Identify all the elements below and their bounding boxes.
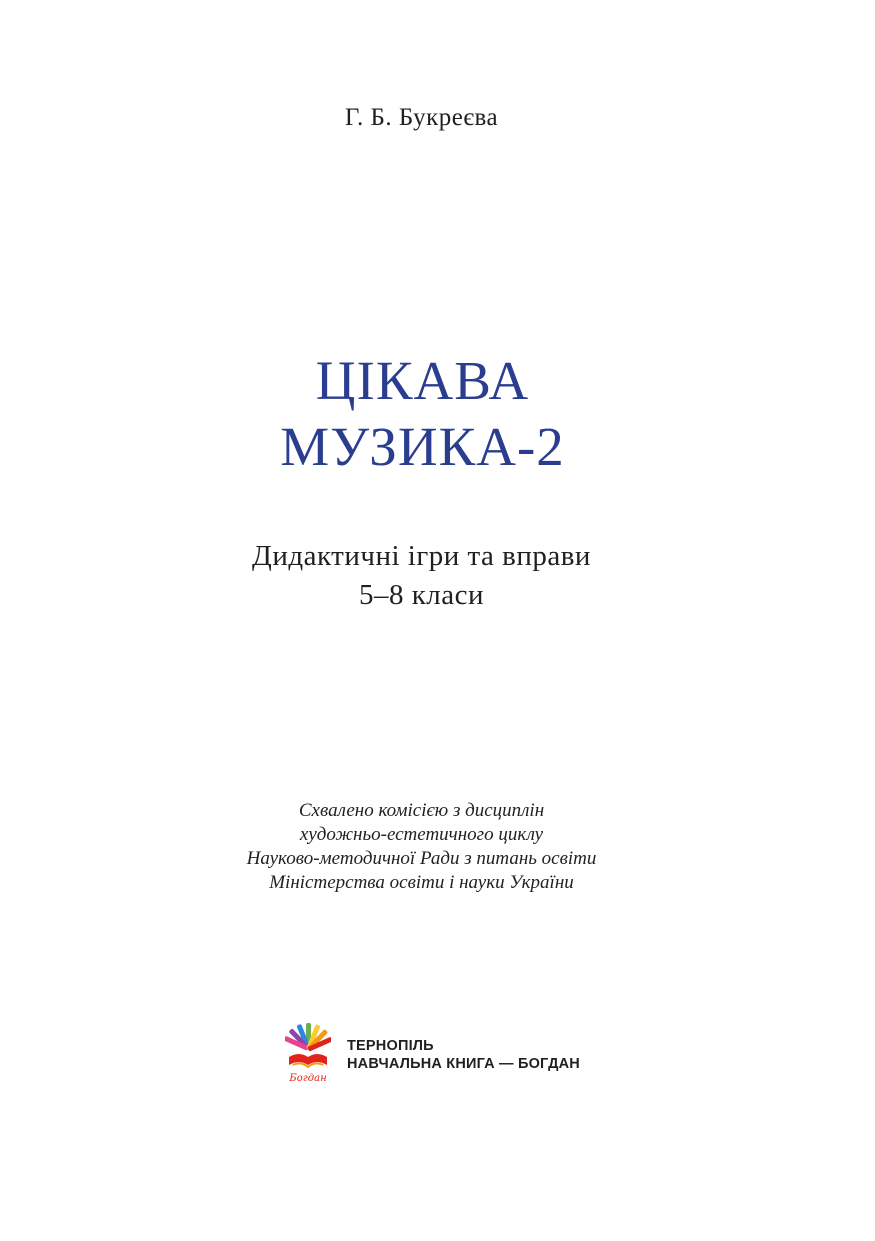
approval-statement xyxy=(0,799,843,895)
approval-line-3: Науково-методичної Ради з питань освіти xyxy=(246,848,597,869)
publisher-logo-icon xyxy=(285,1019,331,1085)
publisher-city: ТЕРНОПІЛЬ xyxy=(347,1038,434,1054)
author-name: Г. Б. Букреєва xyxy=(344,104,499,131)
approval-line-4: Міністерства освіти і науки України xyxy=(269,872,574,893)
publisher-block xyxy=(285,1019,605,1089)
book-title xyxy=(0,348,845,480)
book-title-line-2: МУЗИКА-2 xyxy=(280,416,565,477)
subtitle-line-2: 5–8 класи xyxy=(358,579,485,611)
publisher-name: НАВЧАЛЬНА КНИГА — БОГДАН xyxy=(347,1056,580,1072)
subtitle-line-1: Дидактичні ігри та вправи xyxy=(252,540,591,572)
publisher-text xyxy=(347,1037,580,1073)
svg-text:Богдан: Богдан xyxy=(289,1073,327,1084)
book-subtitle xyxy=(0,537,843,615)
approval-line-1: Схвалено комісією з дисциплін xyxy=(298,800,545,821)
approval-line-2: художньо-естетичного циклу xyxy=(299,824,544,845)
book-title-line-1: ЦІКАВА xyxy=(315,350,530,411)
